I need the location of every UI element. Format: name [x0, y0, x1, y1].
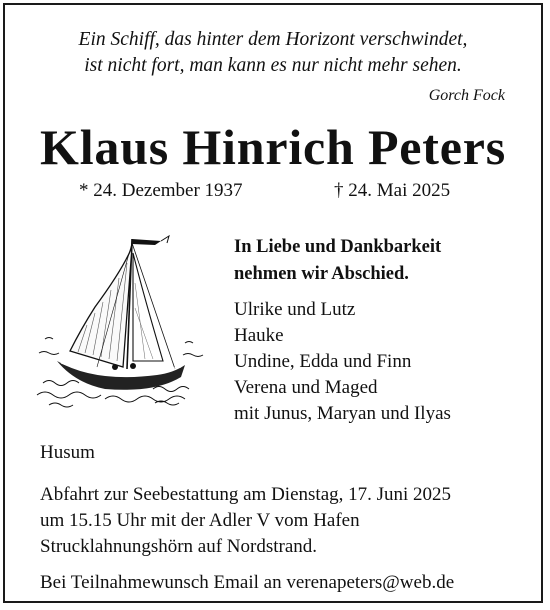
farewell-line-1: In Liebe und Dankbarkeit	[234, 237, 442, 257]
quote-line-2: ist nicht fort, man kann es nur nicht mehr sehen.	[84, 55, 462, 76]
place-name: Husum	[40, 442, 95, 463]
funeral-info-line-2: um 15.15 Uhr mit der Adler V vom Hafen	[40, 510, 360, 531]
mourner-entry: Ulrike und Lutz	[234, 299, 356, 320]
mourner-entry: Hauke	[234, 325, 284, 346]
farewell-line-2: nehmen wir Abschied.	[234, 264, 409, 284]
quote-line-1: Ein Schiff, das hinter dem Horizont verschwindet,	[78, 29, 468, 50]
deceased-name: Klaus Hinrich Peters	[40, 119, 506, 175]
funeral-info	[40, 482, 451, 560]
obituary-notice	[3, 3, 543, 603]
mourner-entry: Verena und Maged	[234, 377, 378, 398]
quote-author: Gorch Fock	[428, 87, 505, 104]
mourner-entry: Undine, Edda und Finn	[234, 351, 412, 372]
death-date: † 24. Mai 2025	[334, 180, 451, 201]
farewell-message	[234, 234, 441, 288]
mourner-entry: mit Junus, Maryan und Ilyas	[234, 403, 451, 424]
funeral-info-line-1: Abfahrt zur Seebestattung am Dienstag, 17. Juni 2025	[40, 484, 452, 505]
contact-line: Bei Teilnahmewunsch Email an verenapeters@web.de	[40, 572, 455, 593]
sailboat-icon	[35, 233, 205, 413]
funeral-info-line-3: Strucklahnungshörn auf Nordstrand.	[40, 536, 318, 557]
mourners-list	[234, 297, 451, 427]
birth-date: * 24. Dezember 1937	[79, 180, 243, 201]
